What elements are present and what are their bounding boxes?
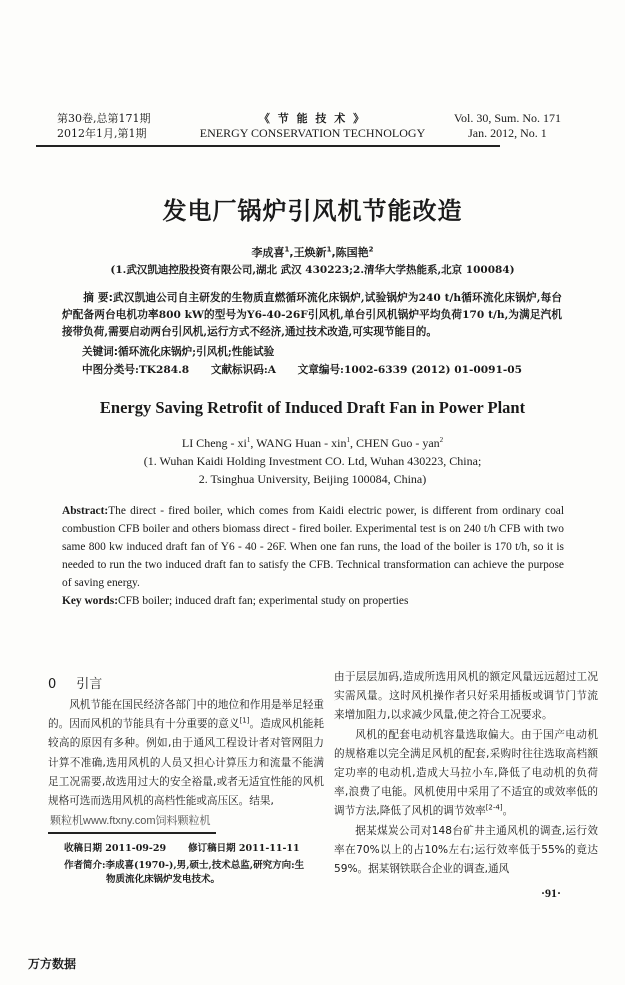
right-column <box>334 668 598 901</box>
document-code: 文献标识码:A <box>210 364 276 376</box>
keywords-cn <box>82 344 625 361</box>
keywords-cn-label: 关键词: <box>82 346 119 358</box>
header-date-cn: 2012年1月,第1期 <box>57 127 147 140</box>
header-issue-cn <box>57 111 151 141</box>
left-column <box>48 668 324 887</box>
header-date-en: Jan. 2012, No. 1 <box>468 126 547 140</box>
header-journal <box>170 111 455 141</box>
abstract-en-label: Abstract: <box>62 505 109 517</box>
footnote-dates <box>64 842 324 856</box>
abstract-en <box>62 502 564 592</box>
author: CHEN Guo - yan$^2$ <box>355 436 444 450</box>
header-volume-en: Vol. 30, Sum. No. 171 <box>453 111 561 125</box>
title-en: Energy Saving Retrofit of Induced Draft Fan in Power Plant <box>99 398 526 417</box>
revised-date: 修订稿日期 2011-11-11 <box>188 842 300 854</box>
classification-info <box>82 362 625 379</box>
header-divider <box>36 145 500 147</box>
author-bio-cont: 物质流化床锅炉发电技术。 <box>106 873 221 885</box>
header-issue-en <box>454 111 561 141</box>
ad-link[interactable]: 颗粒机www.ftxny.com饲料颗粒机 <box>50 815 211 828</box>
paragraph: 风机的配套电动机容量选取偏大。由于国产电动机的规格难以完全满足风机的配套,采购时往往选取高档额定功率的电动机,造成大马拉小车,降低了电动机的负荷率,浪费了电能。风机使用中采用了不适宜的或效率低的调节方法,降低了风机的调节效率[2-4]。 <box>334 728 598 818</box>
abstract-cn <box>62 290 562 341</box>
header-volume-cn: 第30卷,总第171期 <box>57 112 151 125</box>
received-date: 收稿日期 2011-09-29 <box>64 842 167 854</box>
keywords-en-label: Key words: <box>62 595 118 607</box>
author-bio: 作者简介:李成喜(1970-),男,硕士,技术总监,研究方向:生 <box>64 859 305 871</box>
footnote-divider <box>48 832 216 834</box>
author: 王焕新$^1$ <box>293 245 332 259</box>
keywords-en-text: CFB boiler; induced draft fan; experimental study on properties <box>118 595 409 607</box>
page-number: ·91· <box>541 886 562 901</box>
keywords-en <box>62 592 625 610</box>
journal-name-en: ENERGY CONSERVATION TECHNOLOGY <box>199 126 426 140</box>
section-title: 引言 <box>76 677 103 692</box>
title-cn: 发电厂锅炉引风机节能改造 <box>162 197 463 225</box>
citation-ref: [2-4] <box>485 803 503 812</box>
body-left-paragraph: 风机节能在国民经济各部门中的地位和作用是举足轻重的。因而风机的节能具有十分重要的意义[1]。造成风机能耗较高的原因有多种。例如,由于通风工程设计者对管网阻力计算不准确,选用风机的人员又担心计算压力和流量不能满足工况需要,故选用过大的安全裕量,或者无适宜性能的风机规格可选而选用风机的高档性能或高压区。结果, <box>48 699 325 808</box>
front-matter <box>0 195 625 610</box>
paragraph: 据某煤炭公司对148台矿井主通风机的调查,运行效率在70%以上的占10%左右;运行效率低于55%的竟达59%。据某钢铁联合企业的调查,通风 <box>334 824 598 876</box>
citation-ref: [1] <box>239 716 250 725</box>
paragraph: 由于层层加码,造成所选用风机的额定风量远远超过工况实需风量。这时风机操作者只好采用插板或调节门节流来增加阻力,以求减少风量,使之符合工况要求。 <box>334 671 598 722</box>
affiliation-en-1: (1. Wuhan Kaidi Holding Investment CO. Ltd, Wuhan 430223, China; <box>143 454 482 468</box>
author: 李成喜$^1$ <box>251 245 290 259</box>
author: 陈国艳$^2$ <box>335 245 374 259</box>
author: WANG Huan - xin$^1$ <box>256 436 350 450</box>
clc-number: 中图分类号:TK284.8 <box>82 364 190 376</box>
affiliation-en-2: 2. Tsinghua University, Beijing 100084, China) <box>198 472 427 486</box>
section-heading-introduction <box>48 674 324 696</box>
journal-name-cn: 《 节 能 技 术 》 <box>258 112 367 125</box>
authors-en: LI Cheng - $xi^1$, WANG Huan - xin$^1$, CHEN Guo - yan$^2$ <box>181 436 444 450</box>
abstract-cn-text: 武汉凯迪公司自主研发的生物质直燃循环流化床锅炉,试验锅炉为240 t/h循环流化床锅炉,每台炉配备两台电机功率800 kW的型号为Y6-40-26F引风机,单台引风机锅炉平均负荷170 t/h,为满足汽机接带负荷,需要启动两台引风机,运行方式不经济,通过技术改造,可实现节能目的。 <box>62 292 562 338</box>
watermark: 万方数据 <box>28 957 77 971</box>
abstract-cn-label: 摘 要: <box>83 292 113 304</box>
abstract-en-text: The direct - fired boiler, which comes from Kaidi electric power, is different from ordinary coal combustion CFB boiler and others biomass direct - fired boiler. Experimental test is on 240 t/h CFB with two same 800 kw induced draft fan of Y6 - 40 - 26F. When one fan runs, the load of the boiler is 170 t/h, so it is needed to run the two induced draft fan to satisfy the CFB. Technical transformation can achieve the purpose of saving energy. <box>62 505 564 589</box>
keywords-cn-text: 循环流化床锅炉;引风机;性能试验 <box>118 346 275 358</box>
authors-cn: 李成喜$^1$,王焕新$^1$,陈国艳$^2$ <box>251 245 374 259</box>
section-number: 0 <box>48 677 57 692</box>
affiliation-cn: (1.武汉凯迪控股投资有限公司,湖北 武汉 430223;2.清华大学热能系,北京 100084) <box>110 264 515 276</box>
article-number: 文章编号:1002-6339 (2012) 01-0091-05 <box>297 364 522 376</box>
author: LI Cheng - $xi^1$ <box>181 436 251 450</box>
